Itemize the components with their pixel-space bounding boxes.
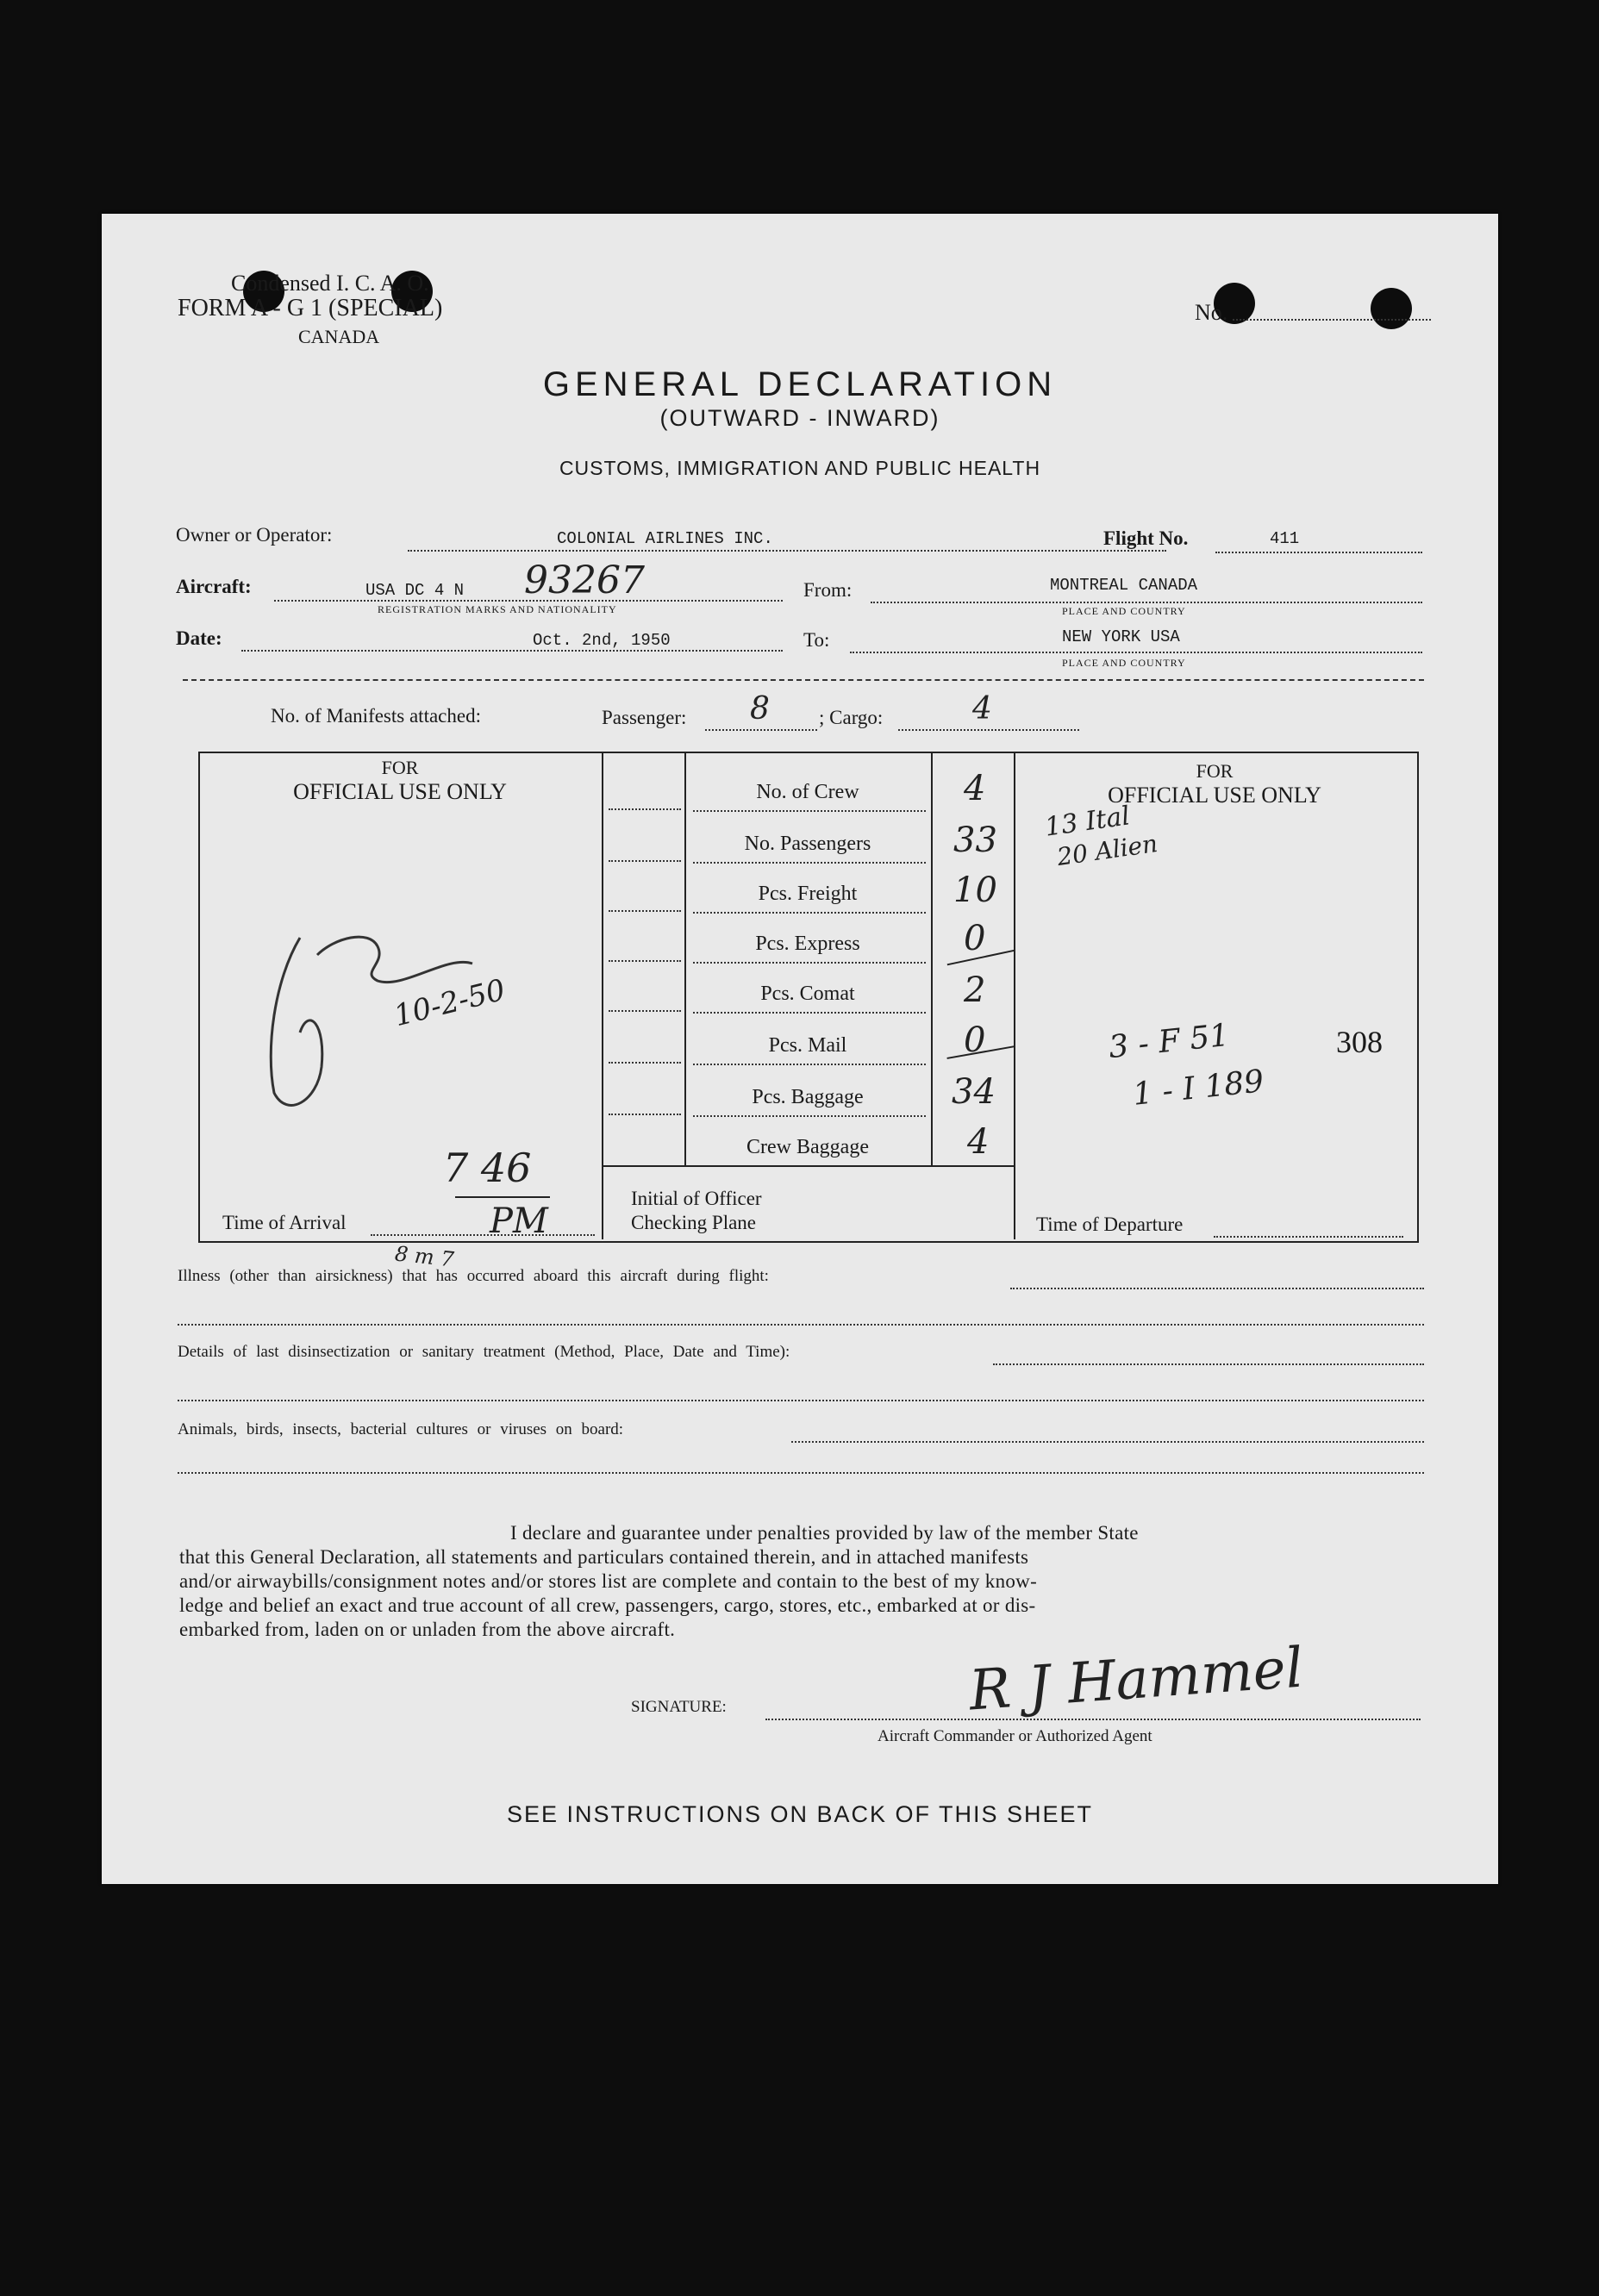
cargo-line	[898, 729, 1079, 731]
count-label: Pcs. Mail	[768, 1034, 847, 1057]
officer-initial-line2: Checking Plane	[631, 1212, 756, 1233]
count-label: Pcs. Comat	[760, 983, 855, 1005]
count-value: 0	[964, 1020, 986, 1060]
form-code-line1: Condensed I. C. A. O.	[231, 271, 429, 296]
count-label: Pcs. Express	[755, 933, 860, 955]
disinsect-line	[993, 1363, 1424, 1365]
owner-value: COLONIAL AIRLINES INC.	[557, 529, 773, 548]
disinsect-question: Details of last disinsectization or sanitary treatment (Method, Place, Date and Time):	[178, 1343, 790, 1361]
date-value: Oct. 2nd, 1950	[533, 631, 671, 650]
manifests-label: No. of Manifests attached:	[271, 705, 481, 727]
signature-label: SIGNATURE:	[631, 1698, 727, 1716]
aircraft-caption: REGISTRATION MARKS AND NATIONALITY	[378, 603, 617, 615]
section-divider	[183, 679, 1424, 681]
cargo-label: ; Cargo:	[819, 707, 884, 728]
count-value: 34	[952, 1072, 996, 1112]
count-line	[693, 1115, 926, 1117]
flight-line	[1215, 552, 1422, 553]
row-blank-line	[609, 910, 681, 912]
to-line	[850, 652, 1422, 653]
date-label: Date:	[176, 627, 222, 649]
illness-line	[1010, 1288, 1424, 1289]
right-entry-1-number: 308	[1336, 1025, 1383, 1059]
form-title: GENERAL DECLARATION	[542, 365, 1058, 403]
row-blank-line	[609, 1062, 681, 1064]
to-caption: PLACE AND COUNTRY	[1062, 657, 1186, 669]
count-value: 2	[964, 970, 986, 1010]
arrival-time: 7 46	[443, 1145, 532, 1191]
passenger-label: Passenger:	[602, 707, 687, 728]
footer-instructions: SEE INSTRUCTIONS ON BACK OF THIS SHEET	[506, 1801, 1094, 1827]
right-note-2: 20 Alien	[1055, 829, 1159, 871]
date-line	[241, 650, 783, 652]
passenger-value: 8	[750, 691, 770, 727]
row-blank-line	[609, 808, 681, 810]
table-divider	[684, 752, 686, 1165]
count-line	[693, 1012, 926, 1014]
left-official-for: FOR	[381, 757, 419, 778]
form-number-line	[1233, 319, 1431, 321]
animals-line	[791, 1441, 1424, 1443]
right-entry-2: 1 - I 189	[1131, 1064, 1266, 1113]
count-value: 10	[953, 870, 997, 910]
declaration-line-2: that this General Declaration, all statements and particulars contained therein, and in attached manifests	[179, 1546, 1029, 1568]
count-line	[693, 1064, 926, 1065]
count-line	[693, 862, 926, 864]
declaration-line-3: and/or airwaybills/consignment notes and/or stores list are complete and contain to the best of my know-	[179, 1570, 1038, 1592]
from-caption: PLACE AND COUNTRY	[1062, 605, 1186, 617]
table-divider	[931, 752, 933, 1165]
animals-line-2	[178, 1472, 1424, 1474]
from-line	[871, 602, 1422, 603]
arrival-fraction-bar	[455, 1196, 550, 1198]
cargo-value: 4	[972, 691, 992, 727]
signature-line	[765, 1719, 1421, 1720]
passenger-line	[705, 729, 817, 731]
declaration-line-1: I declare and guarantee under penalties provided by law of the member State	[510, 1522, 1139, 1544]
to-value: NEW YORK USA	[1062, 627, 1180, 646]
disinsect-line-2	[178, 1400, 1424, 1401]
punch-hole	[1371, 288, 1412, 329]
count-label: No. of Crew	[756, 781, 859, 803]
count-value: 33	[953, 820, 997, 860]
aircraft-handwritten: 93267	[524, 558, 645, 602]
illness-question: Illness (other than airsickness) that has occurred aboard this aircraft during flight:	[178, 1267, 769, 1285]
flight-label: Flight No.	[1103, 527, 1189, 549]
count-line	[693, 962, 926, 964]
departure-label: Time of Departure	[1036, 1214, 1184, 1235]
form-number-label: No.	[1195, 300, 1228, 325]
row-blank-line	[609, 1010, 681, 1012]
officer-signature-date: 10-2-50	[390, 972, 509, 1034]
form-subtitle: (OUTWARD - INWARD)	[659, 405, 940, 431]
signature-value: R J Hammel	[966, 1636, 1306, 1724]
form-subheading: CUSTOMS, IMMIGRATION AND PUBLIC HEALTH	[559, 457, 1041, 479]
form-code-line3: CANADA	[298, 326, 380, 347]
count-label: Pcs. Freight	[758, 883, 858, 905]
row-blank-line	[609, 1114, 681, 1115]
flight-value: 411	[1270, 529, 1300, 548]
left-official-heading: OFFICIAL USE ONLY	[293, 779, 507, 804]
arrival-line	[371, 1234, 595, 1236]
departure-line	[1214, 1236, 1403, 1238]
form-code-line2: FORM A - G 1 (SPECIAL)	[178, 295, 443, 321]
count-label: No. Passengers	[744, 833, 871, 855]
aircraft-label: Aircraft:	[176, 576, 252, 597]
right-official-for: FOR	[1196, 760, 1234, 782]
from-value: MONTREAL CANADA	[1050, 576, 1198, 595]
count-value: 4	[964, 769, 986, 808]
table-divider	[602, 1165, 1014, 1167]
right-note-1: 13 Ital	[1043, 801, 1133, 843]
animals-question: Animals, birds, insects, bacterial cultures or viruses on board:	[178, 1420, 624, 1438]
table-divider	[1014, 752, 1015, 1239]
signature-caption: Aircraft Commander or Authorized Agent	[878, 1727, 1152, 1745]
count-line	[693, 810, 926, 812]
owner-label: Owner or Operator:	[176, 524, 333, 546]
from-label: From:	[803, 579, 853, 601]
illness-line-2	[178, 1324, 1424, 1326]
right-entry-1: 3 - F 51	[1107, 1017, 1231, 1066]
count-line	[693, 912, 926, 914]
count-label: Crew Baggage	[746, 1136, 869, 1158]
declaration-line-5: embarked from, laden on or unladen from the above aircraft.	[179, 1619, 676, 1640]
to-label: To:	[803, 629, 830, 651]
arrival-suffix: PM	[490, 1201, 548, 1241]
owner-line	[408, 550, 1166, 552]
count-value: 4	[967, 1122, 990, 1162]
right-official-heading: OFFICIAL USE ONLY	[1108, 783, 1321, 808]
declaration-line-4: ledge and belief an exact and true account of all crew, passengers, cargo, stores, etc., embarked at or dis-	[179, 1594, 1036, 1616]
illness-stamp-note: 8 m 7	[393, 1241, 455, 1272]
officer-initial-line1: Initial of Officer	[631, 1188, 762, 1209]
count-label: Pcs. Baggage	[752, 1086, 864, 1108]
row-blank-line	[609, 960, 681, 962]
aircraft-typed: USA DC 4 N	[365, 581, 465, 600]
arrival-label: Time of Arrival	[222, 1212, 347, 1233]
row-blank-line	[609, 860, 681, 862]
count-value: 0	[964, 919, 986, 958]
declaration-sheet	[102, 214, 1498, 1884]
